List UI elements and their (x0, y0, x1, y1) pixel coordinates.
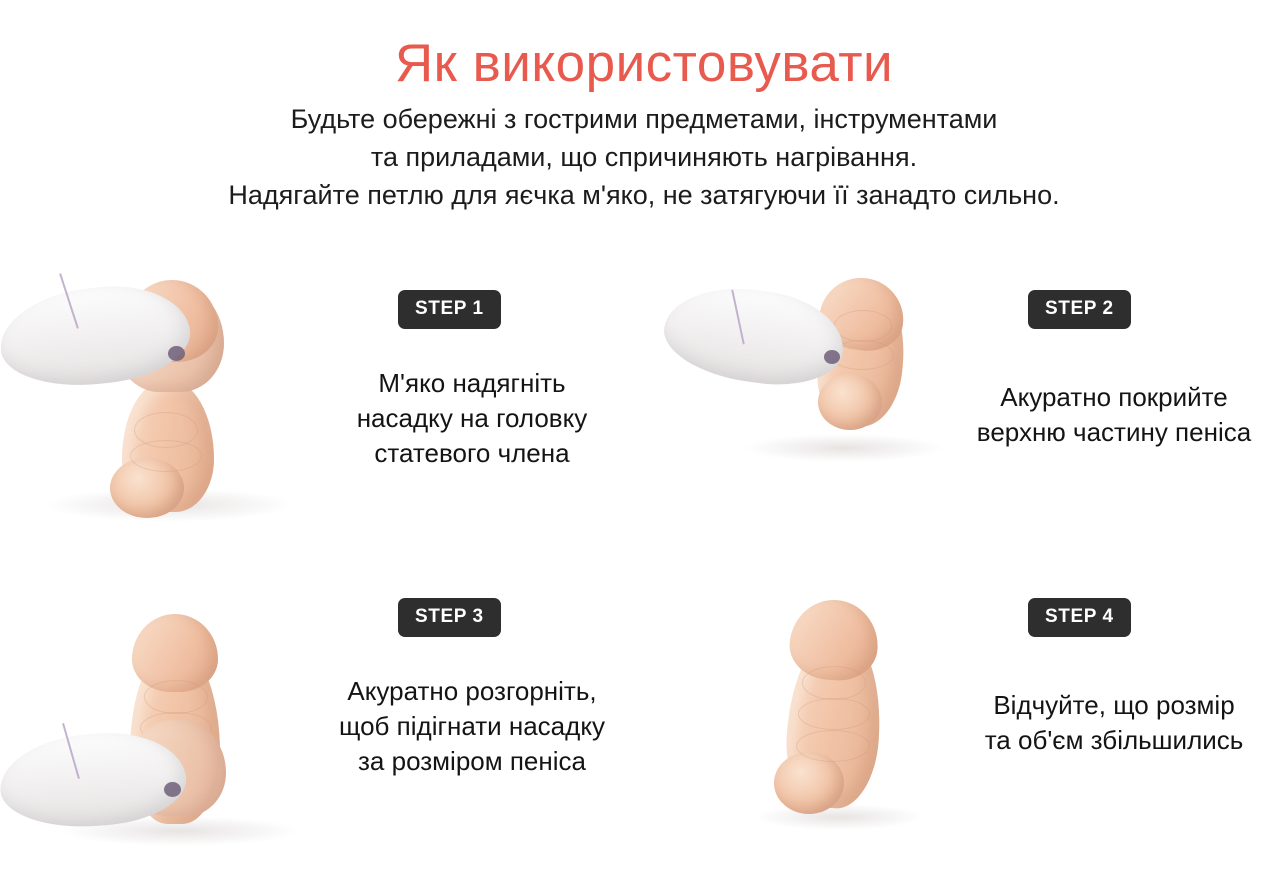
caption-line: та об'єм збільшились (984, 725, 1244, 755)
page-header (0, 0, 1288, 214)
step-4-badge-wrap (1028, 598, 1131, 637)
steps-grid (0, 262, 1288, 856)
step-1-text (300, 262, 644, 562)
caption-line: М'яко надягніть (378, 368, 566, 398)
hand-unrolling-sleeve-icon (0, 570, 330, 870)
caption-line: щоб підігнати насадку (339, 711, 605, 741)
status-badge: STEP 4 (1028, 598, 1131, 637)
caption-line: статевого члена (374, 438, 570, 468)
step-3-caption (300, 674, 644, 779)
step-4-caption (942, 688, 1286, 758)
step-4-illustration (644, 570, 974, 870)
caption-line: Акуратно розгорніть, (347, 676, 597, 706)
caption-line: насадку на головку (356, 403, 588, 433)
status-badge: STEP 2 (1028, 290, 1131, 329)
caption-line: Відчуйте, що розмір (993, 690, 1235, 720)
caption-line: Акуратно покрийте (1000, 382, 1228, 412)
step-item (0, 262, 644, 562)
step-item (0, 570, 644, 870)
caption-line: за розміром пеніса (358, 746, 586, 776)
step-1-caption (300, 366, 644, 471)
status-badge: STEP 1 (398, 290, 501, 329)
step-2-text (942, 262, 1286, 562)
step-3-illustration (0, 570, 330, 870)
hand-rolling-sleeve-down-icon (644, 262, 974, 562)
page-title: Як використовувати (394, 34, 894, 93)
step-item (644, 570, 1288, 870)
page-subtitle (54, 100, 1234, 214)
step-3-text (300, 570, 644, 870)
finished-sleeve-on-shaft-icon (644, 570, 974, 870)
step-2-badge-wrap (1028, 290, 1131, 329)
step-1-badge-wrap (398, 290, 501, 329)
step-2-illustration (644, 262, 974, 562)
hand-holding-sleeve-over-glans-icon (0, 262, 330, 562)
step-2-caption (942, 380, 1286, 450)
step-item (644, 262, 1288, 562)
subtitle-line-2: та приладами, що спричиняють нагрівання. (370, 142, 918, 172)
subtitle-line-3: Надягайте петлю для яєчка м'яко, не затягуючи її занадто сильно. (228, 180, 1060, 210)
step-4-text (942, 570, 1286, 870)
step-3-badge-wrap (398, 598, 501, 637)
caption-line: верхню частину пеніса (976, 417, 1252, 447)
step-1-illustration (0, 262, 330, 562)
subtitle-line-1: Будьте обережні з гострими предметами, інструментами (290, 104, 998, 134)
status-badge: STEP 3 (398, 598, 501, 637)
